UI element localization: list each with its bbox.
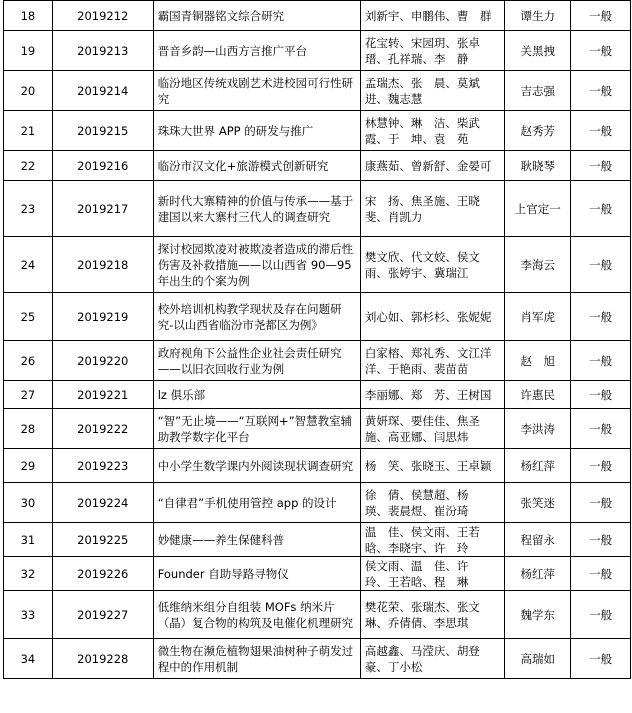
project-members-cell bbox=[360, 1, 504, 31]
project-level: 一般 bbox=[589, 387, 613, 402]
row-number: 22 bbox=[20, 158, 36, 173]
project-level: 一般 bbox=[589, 353, 613, 368]
project-advisor-cell bbox=[505, 381, 571, 409]
row-number-cell bbox=[4, 293, 53, 341]
project-members-cell bbox=[360, 449, 504, 483]
project-advisor: 李洪涛 bbox=[520, 421, 555, 436]
table-row bbox=[4, 449, 631, 483]
row-number-cell bbox=[4, 71, 53, 111]
project-level-cell bbox=[571, 111, 631, 151]
project-title-cell bbox=[153, 1, 360, 31]
table-row bbox=[4, 591, 631, 639]
table-row bbox=[4, 71, 631, 111]
project-members: 宋 扬、焦圣施、王晓斐、肖凯力 bbox=[364, 193, 480, 224]
project-advisor-cell bbox=[505, 151, 571, 181]
project-level: 一般 bbox=[589, 8, 613, 23]
project-title-cell bbox=[153, 381, 360, 409]
row-number-cell bbox=[4, 181, 53, 237]
project-advisor-cell bbox=[505, 71, 571, 111]
project-members: 侯文雨、温 佳、许 玲、王若晗、程 琳 bbox=[364, 558, 480, 589]
project-title: 霸国青铜器铭文综合研究 bbox=[157, 8, 285, 23]
project-title: 临汾地区传统戏剧艺术进校园可行性研究 bbox=[157, 75, 354, 106]
project-level-cell bbox=[571, 523, 631, 557]
project-advisor-cell bbox=[505, 1, 571, 31]
table-row bbox=[4, 557, 631, 591]
row-number-cell bbox=[4, 557, 53, 591]
row-number-cell bbox=[4, 483, 53, 523]
project-title-cell bbox=[153, 341, 360, 381]
project-level: 一般 bbox=[589, 43, 613, 58]
project-members: 樊花荣、张瑞杰、张文琳、乔倩倩、李思琪 bbox=[364, 599, 480, 630]
project-id: 2019222 bbox=[77, 421, 129, 436]
row-number-cell bbox=[4, 523, 53, 557]
project-members: 黄妍琛、要佳佳、焦圣施、高亚娜、闫思炜 bbox=[364, 413, 480, 444]
project-title: 妙健康——养生保健科普 bbox=[157, 532, 285, 547]
project-advisor-cell bbox=[505, 449, 571, 483]
project-title-cell bbox=[153, 449, 360, 483]
row-number: 21 bbox=[20, 123, 36, 138]
row-number: 20 bbox=[20, 83, 36, 98]
project-level-cell bbox=[571, 483, 631, 523]
table-row bbox=[4, 483, 631, 523]
project-id: 2019225 bbox=[77, 532, 129, 547]
project-advisor-cell bbox=[505, 293, 571, 341]
project-advisor-cell bbox=[505, 31, 571, 71]
row-number-cell bbox=[4, 31, 53, 71]
project-level-cell bbox=[571, 381, 631, 409]
project-members: 杨 笑、张晓玉、王卓颖 bbox=[364, 458, 492, 473]
project-id-cell bbox=[52, 71, 153, 111]
project-advisor: 高瑞如 bbox=[520, 651, 555, 666]
project-members-cell bbox=[360, 293, 504, 341]
row-number: 27 bbox=[20, 387, 36, 402]
project-members: 樊文欣、代文姣、侯文雨、张婷宇、冀瑞江 bbox=[364, 249, 480, 280]
project-members: 温 佳、侯文雨、王若晗、李晓宇、许 玲 bbox=[364, 524, 480, 555]
project-members: 刘心如、郭杉杉、张妮妮 bbox=[364, 309, 492, 324]
project-id-cell bbox=[52, 381, 153, 409]
project-members: 孟瑞杰、张 晨、莫斌进、魏志慧 bbox=[364, 75, 480, 106]
project-title: 中小学生数学课内外阅读现状调查研究 bbox=[157, 458, 354, 473]
project-id-cell bbox=[52, 237, 153, 293]
project-advisor-cell bbox=[505, 523, 571, 557]
project-advisor: 杨红萍 bbox=[520, 458, 555, 473]
project-level: 一般 bbox=[589, 201, 613, 216]
project-advisor-cell bbox=[505, 409, 571, 449]
project-id-cell bbox=[52, 557, 153, 591]
project-members-cell bbox=[360, 71, 504, 111]
project-title: “智”无止境——“互联网+”智慧教室辅助教学数字化平台 bbox=[157, 413, 353, 444]
project-id: 2019227 bbox=[77, 607, 129, 622]
row-number-cell bbox=[4, 639, 53, 679]
table-row bbox=[4, 237, 631, 293]
project-id-cell bbox=[52, 1, 153, 31]
row-number-cell bbox=[4, 341, 53, 381]
project-id: 2019224 bbox=[77, 495, 129, 510]
project-advisor: 程留永 bbox=[520, 532, 555, 547]
project-level-cell bbox=[571, 639, 631, 679]
project-members-cell bbox=[360, 111, 504, 151]
project-level-cell bbox=[571, 557, 631, 591]
project-title-cell bbox=[153, 557, 360, 591]
project-level: 一般 bbox=[589, 257, 613, 272]
row-number: 24 bbox=[20, 257, 36, 272]
project-level: 一般 bbox=[589, 495, 613, 510]
project-advisor: 赵 旭 bbox=[520, 353, 555, 368]
project-members-cell bbox=[360, 639, 504, 679]
project-title-cell bbox=[153, 293, 360, 341]
project-title-cell bbox=[153, 523, 360, 557]
project-advisor-cell bbox=[505, 639, 571, 679]
row-number-cell bbox=[4, 237, 53, 293]
table-row bbox=[4, 523, 631, 557]
table-row bbox=[4, 341, 631, 381]
project-members-cell bbox=[360, 341, 504, 381]
project-title: 探讨校园欺凌对被欺凌者造成的滞后性伤害及补救措施——以山西省 90—95 年出生的个案为例 bbox=[157, 241, 354, 288]
project-level-cell bbox=[571, 237, 631, 293]
row-number: 28 bbox=[20, 421, 36, 436]
project-advisor-cell bbox=[505, 111, 571, 151]
row-number: 29 bbox=[20, 458, 36, 473]
project-level: 一般 bbox=[589, 566, 613, 581]
project-advisor-cell bbox=[505, 591, 571, 639]
project-title: “自律君”手机使用管控 app 的设计 bbox=[157, 495, 337, 510]
project-id-cell bbox=[52, 639, 153, 679]
project-title: 新时代大寨精神的价值与传承——基于建国以来大寨村三代人的调查研究 bbox=[157, 193, 354, 224]
row-number: 30 bbox=[20, 495, 36, 510]
project-id-cell bbox=[52, 111, 153, 151]
row-number: 19 bbox=[20, 43, 36, 58]
project-level-cell bbox=[571, 341, 631, 381]
project-title: 晋音乡韵—山西方言推广平台 bbox=[157, 43, 308, 58]
project-title-cell bbox=[153, 591, 360, 639]
project-title-cell bbox=[153, 237, 360, 293]
row-number: 33 bbox=[20, 607, 36, 622]
project-title-cell bbox=[153, 639, 360, 679]
project-members: 徐 倩、侯慧超、杨 瑛、裴晨煜、崔汾琦 bbox=[364, 487, 480, 518]
project-level: 一般 bbox=[589, 532, 613, 547]
project-id-cell bbox=[52, 449, 153, 483]
project-members-cell bbox=[360, 591, 504, 639]
project-title: 珠珠大世界 APP 的研发与推广 bbox=[157, 123, 314, 138]
project-id-cell bbox=[52, 523, 153, 557]
project-id: 2019226 bbox=[77, 566, 129, 581]
row-number: 26 bbox=[20, 353, 36, 368]
project-title: 微生物在濒危植物翅果油树种子萌发过程中的作用机制 bbox=[157, 643, 354, 674]
project-id-cell bbox=[52, 31, 153, 71]
row-number-cell bbox=[4, 449, 53, 483]
project-members-cell bbox=[360, 557, 504, 591]
project-id: 2019223 bbox=[77, 458, 129, 473]
project-id: 2019215 bbox=[77, 123, 129, 138]
row-number-cell bbox=[4, 591, 53, 639]
project-title-cell bbox=[153, 31, 360, 71]
row-number-cell bbox=[4, 381, 53, 409]
project-advisor: 李海云 bbox=[520, 257, 555, 272]
project-id-cell bbox=[52, 483, 153, 523]
project-id-cell bbox=[52, 341, 153, 381]
table-row bbox=[4, 151, 631, 181]
project-id-cell bbox=[52, 151, 153, 181]
project-members-cell bbox=[360, 381, 504, 409]
project-members-cell bbox=[360, 31, 504, 71]
project-id-cell bbox=[52, 293, 153, 341]
row-number: 34 bbox=[20, 651, 36, 666]
project-members-cell bbox=[360, 523, 504, 557]
project-members-cell bbox=[360, 237, 504, 293]
table-row bbox=[4, 111, 631, 151]
project-level: 一般 bbox=[589, 123, 613, 138]
project-advisor: 耿晓琴 bbox=[520, 158, 555, 173]
project-level-cell bbox=[571, 31, 631, 71]
project-title: lz 俱乐部 bbox=[157, 387, 206, 402]
project-table-body bbox=[4, 1, 631, 679]
project-members-cell bbox=[360, 409, 504, 449]
project-advisor-cell bbox=[505, 557, 571, 591]
table-row bbox=[4, 639, 631, 679]
project-advisor-cell bbox=[505, 181, 571, 237]
project-title: 政府视角下公益性企业社会责任研究——以旧衣回收行业为例 bbox=[157, 345, 342, 376]
project-level-cell bbox=[571, 71, 631, 111]
project-id: 2019220 bbox=[77, 353, 129, 368]
project-members: 花宝转、宋园玥、张卓瑨、孔祥瑞、李 静 bbox=[364, 35, 480, 66]
project-advisor-cell bbox=[505, 237, 571, 293]
project-id: 2019228 bbox=[77, 651, 129, 666]
project-level: 一般 bbox=[589, 651, 613, 666]
row-number: 18 bbox=[20, 8, 36, 23]
project-level-cell bbox=[571, 181, 631, 237]
table-row bbox=[4, 31, 631, 71]
project-advisor: 肖军虎 bbox=[520, 309, 555, 324]
project-members: 白家榕、郑礼秀、文江洋洋、于艳雨、裴苗苗 bbox=[364, 345, 492, 376]
row-number: 23 bbox=[20, 201, 36, 216]
project-id: 2019212 bbox=[77, 8, 129, 23]
project-advisor: 吉志强 bbox=[520, 83, 555, 98]
project-title-cell bbox=[153, 409, 360, 449]
row-number-cell bbox=[4, 409, 53, 449]
project-id: 2019219 bbox=[77, 309, 129, 324]
project-advisor: 张笑迷 bbox=[520, 495, 555, 510]
project-id-cell bbox=[52, 591, 153, 639]
project-id: 2019221 bbox=[77, 387, 129, 402]
row-number: 32 bbox=[20, 566, 36, 581]
project-title: 低维纳米组分自组装 MOFs 纳米片（晶）复合物的构筑及电催化机理研究 bbox=[157, 599, 354, 630]
project-level: 一般 bbox=[589, 158, 613, 173]
row-number-cell bbox=[4, 151, 53, 181]
table-row bbox=[4, 181, 631, 237]
table-row bbox=[4, 381, 631, 409]
project-id-cell bbox=[52, 181, 153, 237]
project-id-cell bbox=[52, 409, 153, 449]
project-level: 一般 bbox=[589, 607, 613, 622]
project-members: 康燕茹、曾新舒、金晏可 bbox=[364, 158, 492, 173]
project-title: 临汾市汉文化+旅游模式创新研究 bbox=[157, 158, 329, 173]
project-level: 一般 bbox=[589, 83, 613, 98]
project-advisor: 杨红萍 bbox=[520, 566, 555, 581]
project-level-cell bbox=[571, 151, 631, 181]
project-id: 2019213 bbox=[77, 43, 129, 58]
project-advisor: 赵秀芳 bbox=[520, 123, 555, 138]
project-title-cell bbox=[153, 181, 360, 237]
project-members-cell bbox=[360, 151, 504, 181]
project-level: 一般 bbox=[589, 421, 613, 436]
project-members: 高越鑫、马滢庆、胡登豪、丁小松 bbox=[364, 643, 480, 674]
project-advisor-cell bbox=[505, 483, 571, 523]
project-level-cell bbox=[571, 293, 631, 341]
project-members: 李丽娜、郑 芳、王树国 bbox=[364, 387, 492, 402]
project-title-cell bbox=[153, 151, 360, 181]
project-level-cell bbox=[571, 1, 631, 31]
project-members: 刘新宇、申鹏伟、曹 群 bbox=[364, 8, 492, 23]
project-advisor: 魏学东 bbox=[520, 607, 555, 622]
project-level: 一般 bbox=[589, 309, 613, 324]
project-advisor: 谭生力 bbox=[520, 8, 555, 23]
project-id: 2019214 bbox=[77, 83, 129, 98]
row-number: 25 bbox=[20, 309, 36, 324]
project-advisor: 关黑拽 bbox=[520, 43, 555, 58]
project-id: 2019218 bbox=[77, 257, 129, 272]
project-title-cell bbox=[153, 111, 360, 151]
project-advisor-cell bbox=[505, 341, 571, 381]
project-title: Founder 自助导路寻物仪 bbox=[157, 566, 289, 581]
project-id: 2019217 bbox=[77, 201, 129, 216]
project-level: 一般 bbox=[589, 458, 613, 473]
project-members-cell bbox=[360, 483, 504, 523]
project-title-cell bbox=[153, 483, 360, 523]
project-level-cell bbox=[571, 449, 631, 483]
project-id: 2019216 bbox=[77, 158, 129, 173]
project-advisor: 上官定一 bbox=[514, 201, 561, 216]
project-level-cell bbox=[571, 409, 631, 449]
project-members-cell bbox=[360, 181, 504, 237]
row-number-cell bbox=[4, 1, 53, 31]
project-table bbox=[3, 0, 631, 679]
project-level-cell bbox=[571, 591, 631, 639]
row-number-cell bbox=[4, 111, 53, 151]
project-advisor: 许惠民 bbox=[520, 387, 555, 402]
table-row bbox=[4, 409, 631, 449]
project-title-cell bbox=[153, 71, 360, 111]
row-number: 31 bbox=[20, 532, 36, 547]
project-members: 林慧钟、琳 洁、柴武霞、于 坤、袁 苑 bbox=[364, 115, 480, 146]
table-row bbox=[4, 293, 631, 341]
table-row bbox=[4, 1, 631, 31]
project-title: 校外培训机构教学现状及存在问题研究-以山西省临汾市尧都区为例》 bbox=[157, 301, 342, 332]
